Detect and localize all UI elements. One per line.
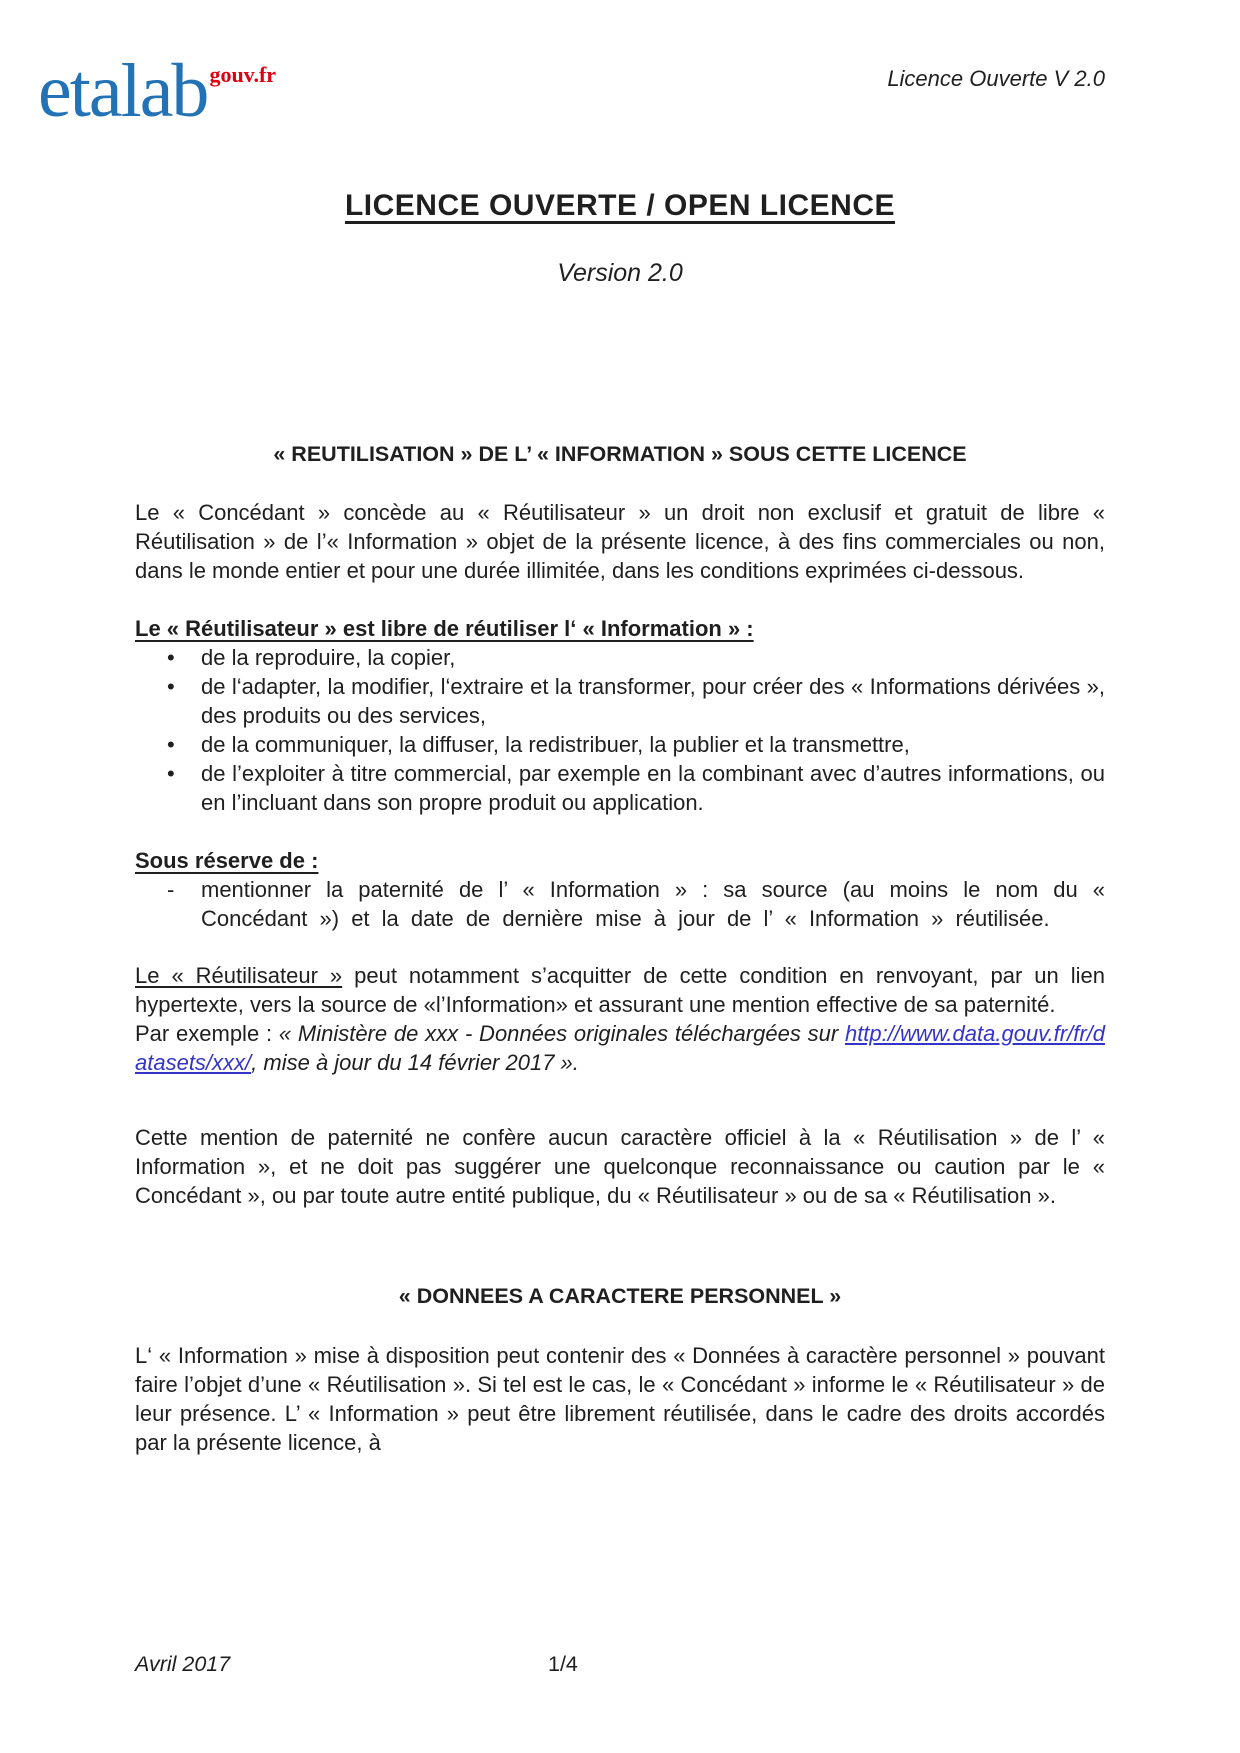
- bullet-item: [135, 643, 1105, 672]
- section-heading-reutilisation: « REUTILISATION » DE L’ « INFORMATION » SOUS CETTE LICENCE: [273, 442, 967, 466]
- bullet-marker-icon: •: [167, 645, 175, 670]
- dash-item-text: mentionner la paternité de l’ « Information » : sa source (au moins le nom du « Concédant ») et la date de dernière mise à jour de l’ « Information » réutilisée.: [201, 877, 1105, 931]
- bullet-item-text: de l‘adapter, la modifier, l‘extraire et la transformer, pour créer des « Informations dérivées », des produits ou des services,: [201, 674, 1105, 728]
- bullet-item: [135, 730, 1105, 759]
- paragraph-paternite: Cette mention de paternité ne confère aucun caractère officiel à la « Réutilisation » de l’ « Information », et ne doit pas suggérer une quelconque reconnaissance ou caution par le « Concédant », ou par toute autre entité publique, du « Réutilisateur » ou de sa « Réutilisation ».: [135, 1125, 1105, 1208]
- header-version-label: Licence Ouverte V 2.0: [887, 66, 1105, 91]
- bullet-item-text: de la reproduire, la copier,: [201, 645, 456, 670]
- footer-date: Avril 2017: [135, 1652, 231, 1676]
- paragraph-acquittement-rest: peut notamment s’acquitter de cette condition en renvoyant, par un lien hypertexte, vers la source de «l’Information» et assurant une mention effective de sa paternité.: [135, 963, 1105, 1017]
- etalab-logo: [38, 40, 277, 133]
- bullet-item-text: de la communiquer, la diffuser, la redistribuer, la publier et la transmettre,: [201, 732, 910, 757]
- paragraph-intro: Le « Concédant » concède au « Réutilisateur » un droit non exclusif et gratuit de libre « Réutilisation » de l’« Information » objet de la présente licence, à des fins commerciales ou non, dans le monde entier et pour une durée illimitée, dans les conditions exprimées ci-dessous.: [135, 500, 1105, 583]
- example-prefix: Par exemple :: [135, 1021, 279, 1046]
- section-heading-donnees-personnelles: « DONNEES A CARACTERE PERSONNEL »: [398, 1284, 842, 1308]
- document-title: LICENCE OUVERTE / OPEN LICENCE: [344, 189, 896, 222]
- subheading-libre-reutilisation: Le « Réutilisateur » est libre de réutiliser l‘ « Information » :: [135, 616, 754, 641]
- page-header: [38, 40, 1105, 133]
- dash-marker-icon: -: [167, 877, 175, 902]
- free-use-bullet-list: [135, 643, 1105, 817]
- subheading-sous-reserve: Sous réserve de :: [135, 848, 319, 873]
- gouv-fr-logo-suffix: gouv.fr: [209, 62, 277, 87]
- bullet-marker-icon: •: [167, 761, 175, 786]
- example-italic-lead: « Ministère de xxx - Données originales téléchargées sur: [278, 1021, 845, 1046]
- underlined-lead-reutilisateur: Le « Réutilisateur »: [135, 963, 343, 988]
- example-italic-tail: , mise à jour du 14 février 2017 ».: [251, 1050, 579, 1075]
- dataset-url-link[interactable]: http://www.data.gouv.fr/fr/datasets/xxx/: [135, 1021, 1105, 1075]
- paragraph-acquittement: [135, 961, 1105, 1019]
- reserve-dash-list: [135, 875, 1105, 933]
- etalab-logo-text: etalab: [38, 49, 208, 133]
- bullet-marker-icon: •: [167, 674, 175, 699]
- bullet-item-text: de l’exploiter à titre commercial, par exemple en la combinant avec d’autres informations, ou en l’incluant dans son propre produit ou application.: [201, 761, 1105, 815]
- bullet-item: [135, 759, 1105, 817]
- dash-item: [135, 875, 1105, 933]
- bullet-item: [135, 672, 1105, 730]
- bullet-marker-icon: •: [167, 732, 175, 757]
- footer-page-number: 1/4: [548, 1652, 578, 1676]
- document-version-subtitle: Version 2.0: [557, 259, 683, 287]
- paragraph-example: [135, 1019, 1105, 1077]
- paragraph-donnees-personnelles: L‘ « Information » mise à disposition peut contenir des « Données à caractère personnel » pouvant faire l’objet d’une « Réutilisation ». Si tel est le cas, le « Concédant » informe le « Réutilisateur » de leur présence. L’ « Information » peut être librement réutilisée, dans le cadre des droits accordés par la présente licence, à: [135, 1343, 1105, 1455]
